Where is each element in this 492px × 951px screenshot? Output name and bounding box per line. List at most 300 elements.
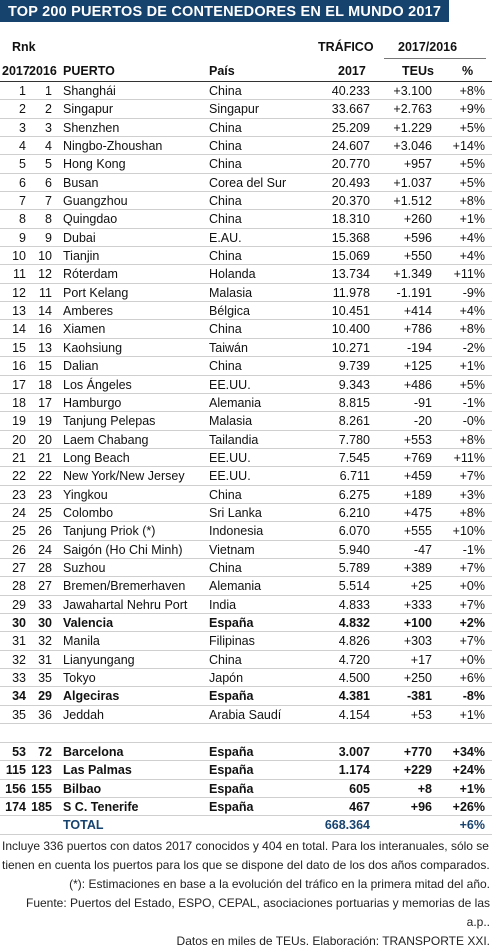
rank-2016: 8 (45, 212, 52, 227)
port-country: Indonesia (209, 524, 264, 539)
rank-2016: 123 (31, 763, 52, 778)
pct-change: +1% (459, 359, 485, 374)
teu-change: -381 (406, 689, 432, 704)
port-name: Long Beach (63, 450, 130, 465)
port-name: Yingkou (63, 487, 108, 502)
port-name: Port Kelang (63, 285, 129, 300)
teu-change: +96 (410, 800, 432, 815)
table-row (0, 596, 492, 614)
table-row (0, 798, 492, 816)
rank-2017: 25 (12, 524, 26, 539)
rank-2017: 20 (12, 432, 26, 447)
pct-change: +0% (459, 579, 485, 594)
table-row (0, 137, 492, 155)
port-country: China (209, 359, 242, 374)
port-name: Lianyungang (63, 652, 135, 667)
pct-change: +11% (453, 450, 485, 465)
rank-2017: 35 (12, 707, 26, 722)
rank-2016: 18 (38, 377, 52, 392)
pct-change: +11% (453, 267, 485, 282)
port-country: E.AU. (209, 230, 242, 245)
port-name: Ningbo-Zhoushan (63, 139, 163, 154)
port-name: Jeddah (63, 707, 105, 722)
rank-2017: 12 (12, 285, 26, 300)
rank-2017: 22 (12, 469, 26, 484)
pct-change: +7% (459, 597, 485, 612)
port-traffic: 13.734 (331, 267, 370, 282)
port-name: Xiamen (63, 322, 106, 337)
port-traffic: 8.815 (338, 395, 370, 410)
table-row (0, 394, 492, 412)
rank-2017: 9 (19, 230, 26, 245)
port-country: Alemania (209, 579, 262, 594)
rank-2017: 1 (19, 84, 26, 98)
rank-2017: 156 (5, 781, 26, 796)
teu-change: +100 (403, 615, 432, 630)
rank-2017: 24 (12, 505, 26, 520)
rank-2016: 22 (38, 469, 52, 484)
pct-change: -9% (462, 285, 485, 300)
rank-2017: 174 (5, 800, 26, 815)
rank-2016: 72 (38, 745, 52, 760)
port-name: Kaohsiung (63, 340, 123, 355)
pct-change: +1% (459, 707, 485, 722)
rank-2016: 185 (31, 800, 52, 815)
rank-2016: 24 (38, 542, 52, 557)
port-country: Singapur (209, 102, 260, 117)
teu-change: +769 (403, 450, 432, 465)
rank-2016: 17 (38, 395, 52, 410)
port-traffic: 5.940 (338, 542, 370, 557)
teu-change: +1.512 (393, 194, 432, 209)
page-title: TOP 200 PUERTOS DE CONTENEDORES EN EL MUNDO 2017 (0, 0, 449, 22)
port-country: China (209, 157, 242, 172)
teu-change: -91 (413, 395, 432, 410)
rank-2016: 2 (45, 102, 52, 117)
port-country: España (209, 745, 254, 760)
port-country: España (209, 615, 254, 630)
rank-2017: 21 (12, 450, 26, 465)
rank-2016: 30 (38, 615, 52, 630)
port-traffic: 9.739 (338, 359, 370, 374)
rank-2017: 30 (12, 615, 26, 630)
port-country: España (209, 800, 254, 815)
teu-change: +333 (403, 597, 432, 612)
table-row (0, 82, 492, 100)
port-name: Barcelona (63, 745, 124, 760)
total-row (0, 816, 492, 834)
teu-change: +125 (403, 359, 432, 374)
port-name: Tianjin (63, 249, 100, 264)
rank-2016: 25 (38, 505, 52, 520)
table-row (0, 687, 492, 705)
table-row (0, 100, 492, 118)
port-traffic: 4.832 (338, 615, 370, 630)
table-row (0, 614, 492, 632)
teu-change: +189 (403, 487, 432, 502)
port-name: Busan (63, 175, 99, 190)
pct-change: +9% (459, 102, 485, 117)
port-traffic: 605 (349, 781, 370, 796)
table-row (0, 431, 492, 449)
rank-2017: 15 (12, 340, 26, 355)
port-name: Amberes (63, 304, 114, 319)
pct-change: +8% (459, 194, 485, 209)
rank-2017: 13 (12, 304, 26, 319)
rank-2017: 31 (12, 634, 26, 649)
title-bar (0, 0, 492, 22)
rank-2016: 36 (38, 707, 52, 722)
rank-2016: 33 (38, 597, 52, 612)
header-2017: 2017 (2, 64, 30, 78)
port-name: Bremen/Bremerhaven (63, 579, 186, 594)
rank-2017: 17 (12, 377, 26, 392)
header-2016: 2016 (29, 64, 57, 78)
header-variation-years: 2017/2016 (398, 40, 458, 54)
port-traffic: 40.233 (331, 84, 370, 98)
port-traffic: 11.978 (332, 285, 370, 300)
port-country: China (209, 212, 242, 227)
table-row (0, 174, 492, 192)
table-row (0, 743, 492, 761)
port-name: Quingdao (63, 212, 118, 227)
footnote-source: Fuente: Puertos del Estado, ESPO, CEPAL, asociaciones portuarias y memorias de las a.p.. (25, 895, 490, 929)
port-name: Hong Kong (63, 157, 126, 172)
teu-change: +53 (410, 707, 432, 722)
teu-change: +475 (403, 505, 432, 520)
port-name: S C. Tenerife (63, 800, 139, 815)
rank-2016: 21 (38, 450, 52, 465)
rank-2016: 15 (38, 359, 52, 374)
table-row (0, 541, 492, 559)
footnotes (0, 835, 492, 951)
teu-change: +1.037 (393, 175, 432, 190)
port-traffic: 4.381 (338, 689, 370, 704)
port-name: Los Ángeles (63, 377, 132, 392)
port-country: India (209, 597, 237, 612)
rank-2017: 16 (12, 359, 26, 374)
rank-2017: 4 (19, 139, 26, 154)
pct-change: -1% (462, 395, 485, 410)
port-country: Vietnam (209, 542, 255, 557)
pct-change: +34% (452, 745, 485, 760)
table-row (0, 339, 492, 357)
rank-2016: 1 (45, 84, 52, 98)
port-name: Tanjung Pelepas (63, 414, 156, 429)
port-traffic: 15.368 (331, 230, 370, 245)
rank-2016: 23 (38, 487, 52, 502)
port-name: Singapur (63, 102, 114, 117)
header-pais: País (209, 64, 235, 78)
port-traffic: 4.833 (338, 597, 370, 612)
rank-2017: 14 (12, 322, 26, 337)
port-country: España (209, 781, 254, 796)
rank-2016: 27 (38, 579, 52, 594)
rank-2016: 11 (39, 285, 52, 300)
header-teus: TEUs (402, 64, 434, 78)
port-traffic: 6.275 (338, 487, 370, 502)
teu-change: +3.100 (393, 84, 432, 98)
pct-change: +1% (459, 781, 485, 796)
rank-2017: 11 (13, 267, 26, 282)
table-row (0, 320, 492, 338)
pct-change: -2% (462, 340, 485, 355)
rank-2017: 3 (19, 120, 26, 135)
port-traffic: 4.500 (338, 671, 370, 685)
port-name: Las Palmas (63, 763, 132, 778)
table-row (0, 467, 492, 485)
port-name: Dalian (63, 359, 99, 374)
table-row (0, 651, 492, 669)
table-row (0, 761, 492, 779)
teu-change: +596 (403, 230, 432, 245)
pct-change: +7% (459, 560, 485, 575)
header-trafico-year: 2017 (338, 64, 366, 78)
port-traffic: 8.261 (338, 414, 370, 429)
rank-2017: 115 (5, 763, 26, 778)
port-country: EE.UU. (209, 377, 251, 392)
rank-2016: 14 (38, 304, 52, 319)
table-row (0, 357, 492, 375)
port-country: Holanda (209, 267, 256, 282)
rank-2017: 34 (12, 689, 26, 704)
rank-2016: 35 (38, 671, 52, 685)
footnote-estimates: (*): Estimaciones en base a la evolución del tráfico en la primera mitad del año. (69, 876, 490, 891)
pct-change: +3% (459, 487, 485, 502)
port-country: China (209, 139, 242, 154)
teu-change: +414 (403, 304, 432, 319)
table-row (0, 780, 492, 798)
footnote-coverage: Incluye 336 puertos con datos 2017 conocidos y 404 en total. Para los interanuales, sólo se tienen en cuenta los puertos para los que se dispone del dato de los dos años comparados. (2, 838, 490, 872)
port-name: Hamburgo (63, 395, 122, 410)
port-name: Bilbao (63, 781, 102, 796)
rank-2017: 26 (12, 542, 26, 557)
header-trafico: TRÁFICO (318, 40, 374, 54)
port-name: Algeciras (63, 689, 120, 704)
pct-change: +0% (459, 652, 485, 667)
rank-2016: 12 (38, 267, 52, 282)
rank-2016: 31 (38, 652, 52, 667)
port-name: Shanghái (63, 84, 116, 98)
pct-change: +26% (452, 800, 485, 815)
port-traffic: 5.514 (338, 579, 370, 594)
teu-change: +260 (403, 212, 432, 227)
rank-2016: 10 (38, 249, 52, 264)
table-row (0, 119, 492, 137)
port-country: Bélgica (209, 304, 250, 319)
port-traffic: 1.174 (338, 763, 370, 778)
teu-change: +2.763 (393, 102, 432, 117)
port-country: Malasia (209, 414, 253, 429)
port-country: Malasia (209, 285, 253, 300)
table-row (0, 247, 492, 265)
table-row (0, 504, 492, 522)
port-traffic: 20.370 (331, 194, 370, 209)
pct-change: +24% (452, 763, 485, 778)
total-pct: +6% (459, 818, 485, 833)
table-gap (0, 724, 492, 743)
teu-change: +957 (403, 157, 432, 172)
teu-change: +17 (410, 652, 432, 667)
teu-change: +25 (410, 579, 432, 594)
port-name: Manila (63, 634, 100, 649)
port-traffic: 33.667 (331, 102, 370, 117)
rank-2016: 155 (31, 781, 52, 796)
rank-2016: 19 (38, 414, 52, 429)
table-row (0, 449, 492, 467)
table-row (0, 706, 492, 724)
port-country: Corea del Sur (209, 175, 287, 190)
port-country: China (209, 560, 242, 575)
port-traffic: 9.343 (338, 377, 370, 392)
port-country: China (209, 487, 242, 502)
table-row (0, 302, 492, 320)
rank-2017: 23 (12, 487, 26, 502)
ports-table-body (0, 82, 492, 724)
teu-change: +1.229 (393, 120, 432, 135)
port-name: Róterdam (63, 267, 118, 282)
rank-2016: 9 (45, 230, 52, 245)
table-row (0, 210, 492, 228)
teu-change: +8 (417, 781, 432, 796)
port-name: Dubai (63, 230, 96, 245)
rank-2017: 6 (19, 175, 26, 190)
rank-2016: 20 (38, 432, 52, 447)
port-traffic: 18.310 (331, 212, 370, 227)
pct-change: +1% (459, 212, 485, 227)
teu-change: +550 (403, 249, 432, 264)
port-traffic: 10.400 (331, 322, 370, 337)
port-traffic: 10.451 (331, 304, 370, 319)
port-country: China (209, 249, 242, 264)
teu-change: +389 (403, 560, 432, 575)
table-row (0, 669, 492, 687)
teu-change: -20 (413, 414, 432, 429)
pct-change: -8% (462, 689, 485, 704)
port-country: EE.UU. (209, 469, 251, 484)
table-row (0, 192, 492, 210)
rank-2017: 10 (12, 249, 26, 264)
rank-2016: 5 (45, 157, 52, 172)
table-header (0, 22, 492, 82)
teu-change: +486 (403, 377, 432, 392)
teu-change: +786 (403, 322, 432, 337)
rank-2016: 26 (38, 524, 52, 539)
port-country: Sri Lanka (209, 505, 262, 520)
port-name: New York/New Jersey (63, 469, 185, 484)
rank-2017: 53 (12, 745, 26, 760)
port-country: España (209, 763, 254, 778)
total-traffic: 668.364 (324, 818, 370, 833)
port-name: Jawahartal Nehru Port (63, 597, 188, 612)
port-country: Arabia Saudí (209, 707, 282, 722)
table-row (0, 265, 492, 283)
port-name: Colombo (63, 505, 114, 520)
port-name: Laem Chabang (63, 432, 149, 447)
pct-change: +4% (459, 304, 485, 319)
pct-change: +6% (459, 671, 485, 685)
table-row (0, 229, 492, 247)
teu-change: -194 (406, 340, 432, 355)
port-traffic: 7.545 (338, 450, 370, 465)
header-variation-rule (384, 58, 486, 59)
pct-change: +7% (459, 469, 485, 484)
port-traffic: 10.271 (331, 340, 370, 355)
rank-2016: 4 (45, 139, 52, 154)
rank-2017: 33 (12, 671, 26, 685)
rank-2016: 6 (45, 175, 52, 190)
table-row (0, 559, 492, 577)
rank-2016: 29 (38, 689, 52, 704)
table-row (0, 412, 492, 430)
table-row (0, 155, 492, 173)
rank-2017: 5 (19, 157, 26, 172)
table-row (0, 522, 492, 540)
table-row (0, 577, 492, 595)
port-traffic: 467 (349, 800, 370, 815)
port-country: EE.UU. (209, 450, 251, 465)
port-traffic: 7.780 (338, 432, 370, 447)
port-country: China (209, 322, 242, 337)
rank-2017: 18 (12, 395, 26, 410)
rank-2017: 19 (12, 414, 26, 429)
teu-change: -1.191 (396, 285, 432, 300)
teu-change: +553 (403, 432, 432, 447)
rank-2016: 13 (38, 340, 52, 355)
table-row (0, 486, 492, 504)
port-country: Filipinas (209, 634, 255, 649)
rank-2017: 2 (19, 102, 26, 117)
port-country: Taiwán (209, 340, 248, 355)
port-name: Saigón (Ho Chi Minh) (63, 542, 183, 557)
port-traffic: 5.789 (338, 560, 370, 575)
port-traffic: 3.007 (338, 745, 370, 760)
rank-2017: 29 (12, 597, 26, 612)
port-country: Tailandia (209, 432, 259, 447)
pct-change: +4% (459, 249, 485, 264)
port-traffic: 15.069 (331, 249, 370, 264)
port-country: Japón (209, 671, 244, 685)
teu-change: +3.046 (393, 139, 432, 154)
pct-change: +2% (459, 615, 485, 630)
port-traffic: 6.070 (338, 524, 370, 539)
pct-change: +4% (459, 230, 485, 245)
pct-change: +5% (459, 120, 485, 135)
rank-2016: 3 (45, 120, 52, 135)
rank-2017: 28 (12, 579, 26, 594)
pct-change: +5% (459, 157, 485, 172)
pct-change: +8% (459, 505, 485, 520)
pct-change: +8% (459, 84, 485, 98)
header-rnk: Rnk (12, 40, 36, 54)
port-traffic: 4.720 (338, 652, 370, 667)
rank-2017: 27 (12, 560, 26, 575)
spanish-ports-table-body (0, 743, 492, 816)
header-puerto: PUERTO (63, 64, 115, 78)
pct-change: +5% (459, 175, 485, 190)
port-name: Shenzhen (63, 120, 120, 135)
teu-change: +770 (403, 745, 432, 760)
port-country: España (209, 689, 254, 704)
port-traffic: 4.826 (338, 634, 370, 649)
port-traffic: 24.607 (331, 139, 370, 154)
teu-change: +250 (403, 671, 432, 685)
rank-2017: 7 (19, 194, 26, 209)
rank-2017: 32 (12, 652, 26, 667)
header-pct: % (462, 64, 474, 78)
teu-change: +459 (403, 469, 432, 484)
pct-change: +14% (452, 139, 485, 154)
